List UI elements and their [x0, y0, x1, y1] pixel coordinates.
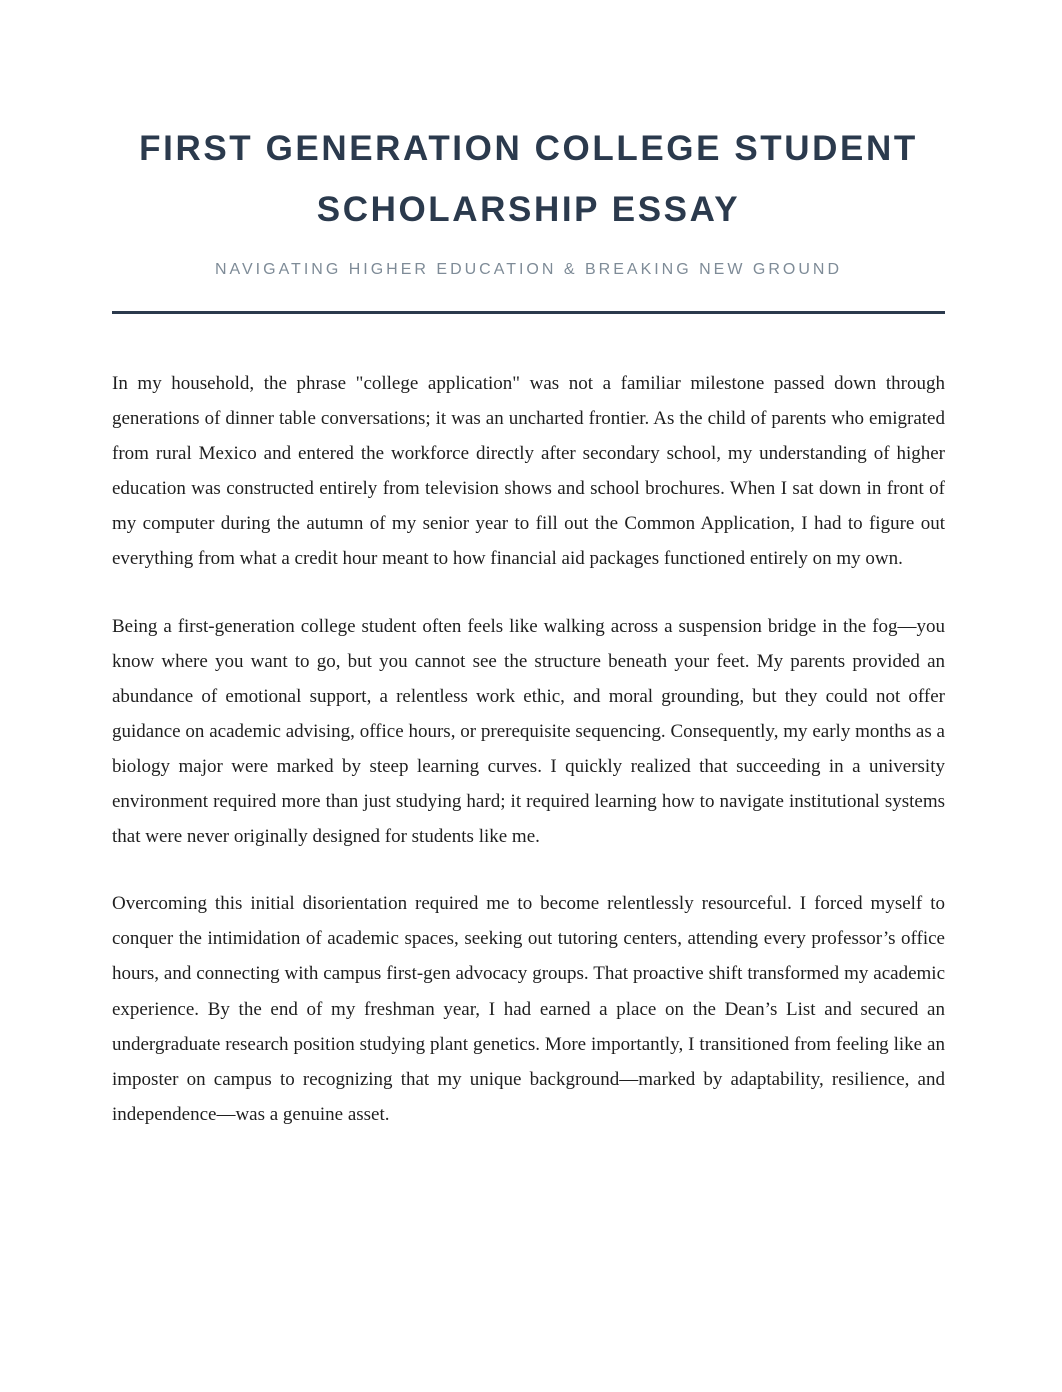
essay-paragraph-2: Being a first-generation college student often feels like walking across a suspension bridge in the fog—you know where you want to go, but you cannot see the structure beneath your feet. My parents provided an abundance of emotional support, a relentless work ethic, and moral grounding, but they could not offer guidance on academic advising, office hours, or prerequisite sequencing. Consequently, my early months as a biology major were marked by steep learning curves. I quickly realized that succeeding in a university environment required more than just studying hard; it required learning how to navigate institutional systems that were never originally designed for students like me. — [112, 615, 945, 848]
essay-subtitle: NAVIGATING HIGHER EDUCATION & BREAKING NEW GROUND — [214, 261, 843, 278]
document-header — [112, 118, 945, 282]
header-divider — [112, 311, 945, 314]
essay-paragraph-1: In my household, the phrase "college application" was not a familiar milestone passed down through generations of dinner table conversations; it was an uncharted frontier. As the child of parents who emigrated from rural Mexico and entered the workforce directly after secondary school, my understanding of higher education was constructed entirely from television shows and school brochures. When I sat down in front of my computer during the autumn of my senior year to fill out the Common Application, I had to figure out everything from what a credit hour meant to how financial aid packages functioned entirely on my own. — [112, 373, 945, 570]
essay-body — [112, 366, 945, 1164]
essay-paragraph-3: Overcoming this initial disorientation required me to become relentlessly resourceful. I forced myself to conquer the intimidation of academic spaces, seeking out tutoring centers, attending every professor’s office hours, and connecting with campus first-gen advocacy groups. That proactive shift transformed my academic experience. By the end of my freshman year, I had earned a place on the Dean’s List and secured an undergraduate research position studying plant genetics. More importantly, I transitioned from feeling like an imposter on campus to recognizing that my unique background—marked by adaptability, resilience, and independence—was a genuine asset. — [112, 893, 945, 1125]
essay-title: FIRST GENERATION COLLEGE STUDENT SCHOLARSHIP ESSAY — [139, 129, 918, 229]
